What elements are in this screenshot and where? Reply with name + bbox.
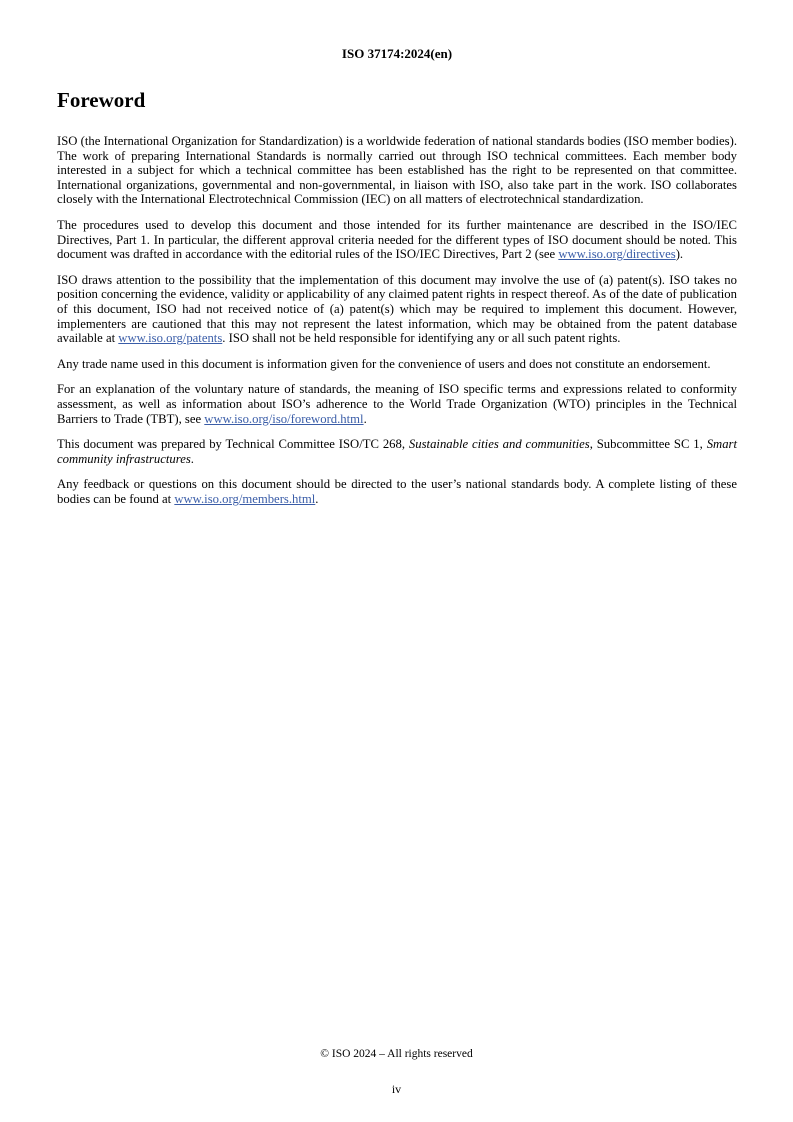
text-segment: . ISO shall not be held responsible for identifying any or all such patent rights. — [222, 331, 621, 346]
text-segment: This document was prepared by Technical Committee ISO/TC 268, — [57, 437, 409, 452]
text-segment: Any trade name used in this document is information given for the convenience of users and does not constitute an endorsement. — [57, 356, 711, 371]
text-segment: . — [363, 411, 367, 426]
hyperlink[interactable]: www.iso.org/members.html — [174, 491, 316, 506]
text-segment: ISO (the International Organization for Standardization) is a worldwide federation of national standards bodies (ISO member bodies). The work of preparing International Standards is normally carried out through ISO technical committees. Each member body interested in a subject for which a technical committee has been established has the right to be represented on that committee. International organizations, governmental and non-governmental, in liaison with ISO, also take part in the work. ISO collaborates closely with the International Electrotechnical Commission (IEC) on all matters of electrotechnical standardization. — [57, 134, 737, 207]
page-number: iv — [391, 1082, 402, 1096]
hyperlink[interactable]: www.iso.org/directives — [558, 247, 676, 262]
document-id-header: ISO 37174:2024(en) — [341, 46, 453, 61]
text-segment: ISO draws attention to the possibility that the implementation of this document may involve the use of (a) patent(s). ISO takes no position concerning the evidence, validity or applicability of any claimed patent rights in respect thereof. As of the date of publication of this document, ISO had not received notice of (a) patent(s) which may be required to implement this document. However, implementers are cautioned that this may not represent the latest information, which may be obtained from the patent database available at — [57, 272, 737, 346]
paragraph-trade-name — [57, 357, 737, 372]
body-text — [57, 134, 737, 506]
paragraph-patents — [57, 273, 737, 346]
text-segment: , Subcommittee SC 1, — [589, 437, 707, 452]
text-segment: . — [190, 451, 194, 466]
paragraph-feedback — [57, 477, 737, 506]
text-segment: The procedures used to develop this document and those intended for its further maintenance are described in the ISO/IEC Directives, Part 1. In particular, the different approval criteria needed for the different types of ISO document should be noted. This document was drafted in accordance with the editorial rules of the ISO/IEC Directives, Part 2 (see — [57, 217, 737, 262]
paragraph-procedures — [57, 218, 737, 262]
paragraph-iso-federation — [57, 134, 737, 207]
italic-text: Sustainable cities and communities — [408, 437, 590, 452]
text-segment: Any feedback or questions on this document should be directed to the user’s national standards body. A complete listing of these bodies can be found at — [57, 477, 737, 506]
text-segment: For an explanation of the voluntary nature of standards, the meaning of ISO specific terms and expressions related to conformity assessment, as well as information about ISO’s adherence to the World Trade Organization (WTO) principles in the Technical Barriers to Trade (TBT), see — [57, 382, 737, 426]
paragraph-wto-foreword — [57, 382, 737, 426]
hyperlink[interactable]: www.iso.org/patents — [118, 331, 223, 346]
page-content — [57, 0, 737, 517]
text-segment: ). — [675, 247, 684, 262]
page-title: Foreword — [57, 88, 146, 112]
copyright-notice: © ISO 2024 – All rights reserved — [320, 1048, 473, 1060]
italic-text: Smart community infrastructures — [57, 437, 738, 466]
hyperlink[interactable]: www.iso.org/iso/foreword.html — [204, 411, 364, 426]
paragraph-committee — [57, 437, 737, 466]
text-segment: . — [315, 491, 319, 506]
